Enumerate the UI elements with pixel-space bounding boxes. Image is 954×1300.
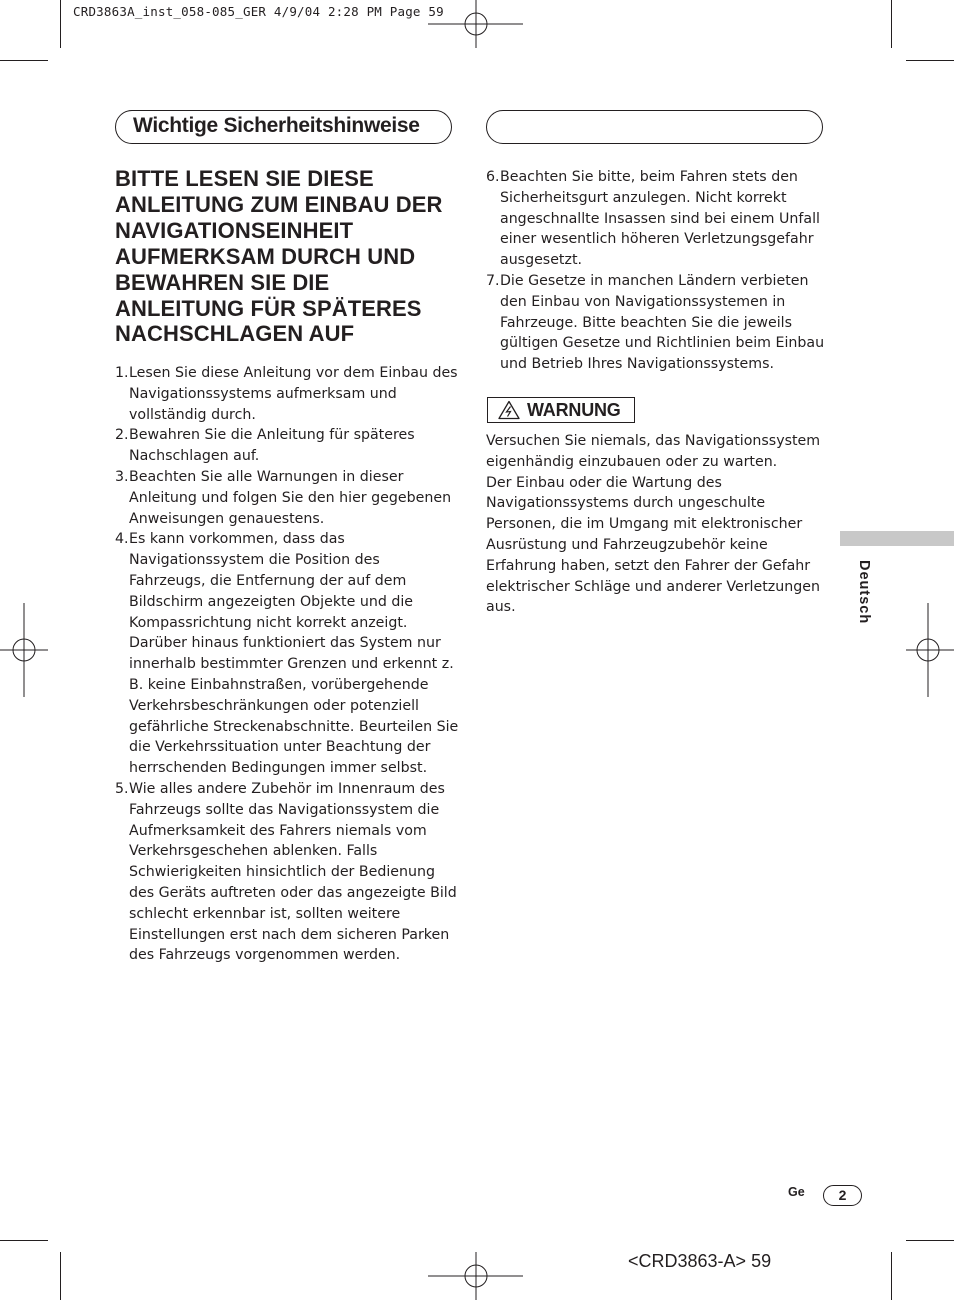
language-tab-bar: [840, 531, 954, 546]
section-header: [115, 110, 452, 144]
section-title: Wichtige Sicherheitshinweise: [133, 114, 420, 137]
safety-list-left: [115, 363, 460, 966]
list-item: 5. Wie alles andere Zubehör im Innenraum des Fahrzeugs sollte das Navigationssystem die Aufmerksamkeit des Fahrers niemals vom Verkehrsgeschehen ablenken. Falls Schwierigkeiten hinsichtlich der Bedienung des Geräts auftreten oder das angezeigte Bild schlecht erkennbar ist, sollten weitere Einstellungen erst nach dem sicheren Parken des Fahrzeugs vorgenommen werden.: [115, 780, 457, 964]
page-heading: BITTE LESEN SIE DIESE ANLEITUNG ZUM EINBAU DER NAVIGATIONSEINHEIT AUFMERKSAM DURCH UND BEWAHREN SIE DIE ANLEITUNG FÜR SPÄTERES NACHSCHLAGEN AUF: [115, 166, 443, 347]
warning-triangle-icon: [498, 400, 520, 420]
warning-label-box: [487, 397, 635, 423]
section-header-empty: [486, 110, 823, 144]
printer-slug: CRD3863A_inst_058-085_GER 4/9/04 2:28 PM Page 59: [73, 4, 444, 19]
list-item: 2. Bewahren Sie die Anleitung für späteres Nachschlagen auf.: [115, 427, 415, 465]
page-number: 2: [823, 1185, 862, 1206]
language-code: Ge: [788, 1185, 805, 1199]
list-item: 3. Beachten Sie alle Warnungen in dieser Anleitung und folgen Sie den hier gegebenen Anweisungen genauestens.: [115, 468, 452, 527]
list-item: 7. Die Gesetze in manchen Ländern verbieten den Einbau von Navigationssystemen in Fahrzeuge. Bitte beachten Sie die jeweils gültigen Gesetze und Richtlinien beim Einbau und Betrieb Ihres Navigationssystems.: [486, 272, 825, 373]
warning-text: [486, 431, 826, 618]
list-item: 4. Es kann vorkommen, dass das Navigationssystem die Position des Fahrzeugs, die Entfernung der auf dem Bildschirm angezeigten Objekte und die Kompassrichtung nicht korrekt anzeigt. Darüber hinaus funktioniert das System nur innerhalb bestimmter Grenzen und erkennt z. B. keine Einbahnstraßen, vorübergehende Verkehrsbeschränkungen oder potenziell gefährliche Streckenabschnitte. Beurteilen Sie die Verkehrssituation unter Beachtung der herrschenden Bedingungen immer selbst.: [115, 531, 459, 777]
warning-paragraph: Versuchen Sie niemals, das Navigationssystem eigenhändig einzubauen oder zu warten.: [486, 433, 821, 470]
list-item: 6. Beachten Sie bitte, beim Fahren stets den Sicherheitsgurt anzulegen. Nicht korrekt angeschnallte Insassen sind bei einem Unfall einer wesentlich höheren Verletzungsgefahr ausgesetzt.: [486, 169, 820, 269]
warning-label: WARNUNG: [527, 400, 621, 420]
footer-reference: <CRD3863-A> 59: [628, 1251, 772, 1271]
safety-list-right: [486, 167, 826, 375]
list-item: 1. Lesen Sie diese Anleitung vor dem Einbau des Navigationssystems aufmerksam und vollständig durch.: [115, 365, 458, 423]
warning-paragraph: Der Einbau oder die Wartung des Navigationssystems durch ungeschulte Personen, die im Umgang mit elektronischer Ausrüstung und Fahrzeugzubehör keine Erfahrung haben, setzt den Fahrer der Gefahr elektrischer Schläge und anderer Verletzungen aus.: [486, 474, 820, 616]
language-side-label: Deutsch: [856, 560, 872, 625]
